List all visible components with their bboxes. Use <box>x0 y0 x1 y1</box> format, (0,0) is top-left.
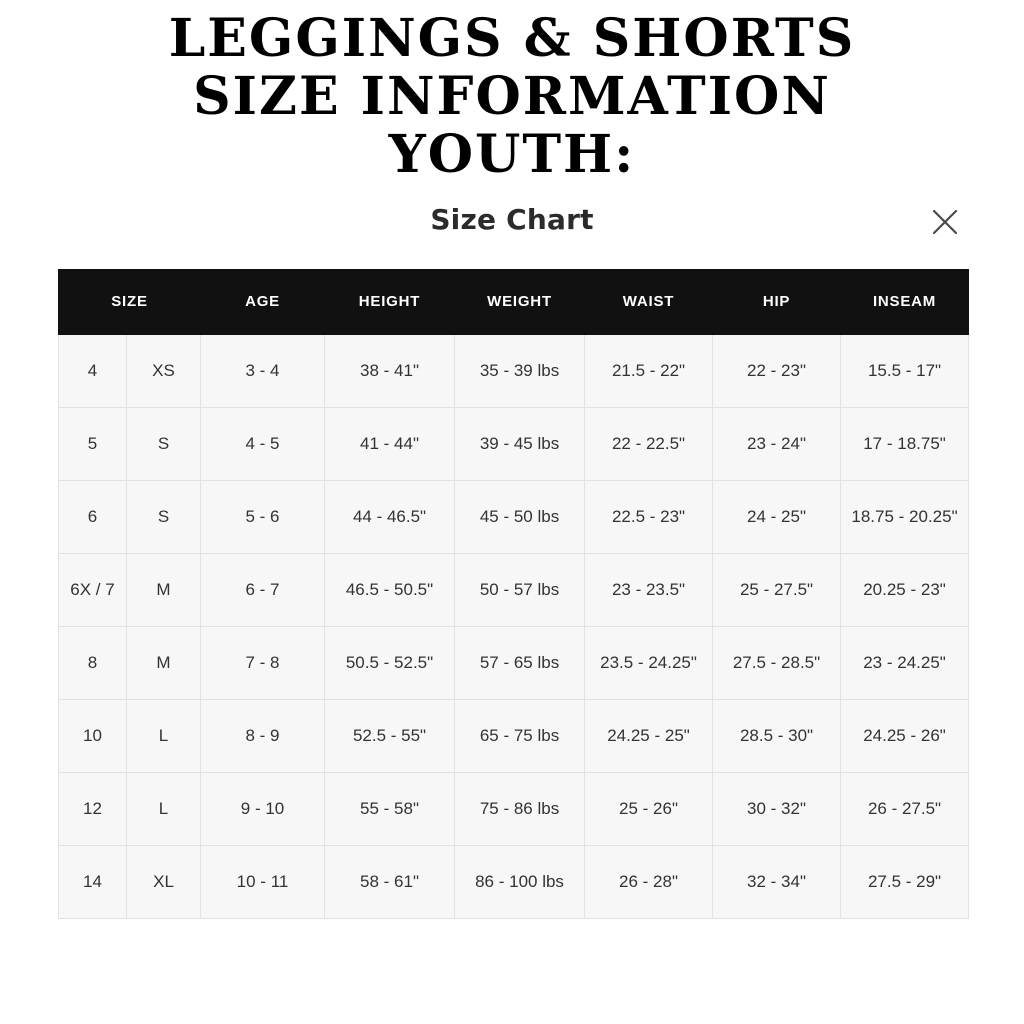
table-row <box>59 407 969 480</box>
column-header-waist: WAIST <box>585 269 713 334</box>
cell-inseam: 20.25 - 23" <box>841 553 969 626</box>
cell-size-alpha: L <box>127 772 201 845</box>
cell-inseam: 17 - 18.75" <box>841 407 969 480</box>
size-chart-table-wrapper <box>58 269 966 919</box>
cell-size-num: 14 <box>59 845 127 918</box>
cell-height: 46.5 - 50.5" <box>325 553 455 626</box>
cell-height: 55 - 58" <box>325 772 455 845</box>
cell-weight: 75 - 86 lbs <box>455 772 585 845</box>
cell-hip: 28.5 - 30" <box>713 699 841 772</box>
cell-height: 41 - 44" <box>325 407 455 480</box>
cell-inseam: 23 - 24.25" <box>841 626 969 699</box>
cell-size-num: 5 <box>59 407 127 480</box>
size-chart-header <box>0 203 1024 255</box>
table-row <box>59 334 969 407</box>
column-header-hip: HIP <box>713 269 841 334</box>
table-row <box>59 626 969 699</box>
cell-age: 9 - 10 <box>201 772 325 845</box>
cell-size-num: 4 <box>59 334 127 407</box>
cell-hip: 22 - 23" <box>713 334 841 407</box>
size-chart-title: Size Chart <box>430 202 594 236</box>
cell-hip: 27.5 - 28.5" <box>713 626 841 699</box>
cell-inseam: 27.5 - 29" <box>841 845 969 918</box>
table-row <box>59 480 969 553</box>
cell-hip: 25 - 27.5" <box>713 553 841 626</box>
table-row <box>59 845 969 918</box>
cell-age: 6 - 7 <box>201 553 325 626</box>
cell-waist: 21.5 - 22" <box>585 334 713 407</box>
cell-waist: 26 - 28" <box>585 845 713 918</box>
cell-size-alpha: XS <box>127 334 201 407</box>
cell-size-alpha: S <box>127 407 201 480</box>
cell-age: 8 - 9 <box>201 699 325 772</box>
cell-weight: 57 - 65 lbs <box>455 626 585 699</box>
cell-height: 38 - 41" <box>325 334 455 407</box>
cell-waist: 24.25 - 25" <box>585 699 713 772</box>
column-header-size: SIZE <box>59 269 201 334</box>
cell-age: 10 - 11 <box>201 845 325 918</box>
cell-waist: 25 - 26" <box>585 772 713 845</box>
page-title-line-2: SIZE INFORMATION <box>193 66 831 128</box>
table-row <box>59 553 969 626</box>
cell-height: 44 - 46.5" <box>325 480 455 553</box>
cell-waist: 22.5 - 23" <box>585 480 713 553</box>
cell-waist: 22 - 22.5" <box>585 407 713 480</box>
cell-age: 3 - 4 <box>201 334 325 407</box>
cell-size-alpha: S <box>127 480 201 553</box>
table-header-row <box>59 269 969 334</box>
cell-size-num: 10 <box>59 699 127 772</box>
column-header-age: AGE <box>201 269 325 334</box>
cell-waist: 23 - 23.5" <box>585 553 713 626</box>
cell-height: 58 - 61" <box>325 845 455 918</box>
cell-age: 4 - 5 <box>201 407 325 480</box>
cell-weight: 86 - 100 lbs <box>455 845 585 918</box>
cell-hip: 30 - 32" <box>713 772 841 845</box>
column-header-height: HEIGHT <box>325 269 455 334</box>
cell-size-alpha: XL <box>127 845 201 918</box>
cell-inseam: 18.75 - 20.25" <box>841 480 969 553</box>
close-icon[interactable] <box>928 205 962 239</box>
cell-size-alpha: M <box>127 626 201 699</box>
cell-size-num: 8 <box>59 626 127 699</box>
column-header-weight: WEIGHT <box>455 269 585 334</box>
page-title-line-3: YOUTH: <box>388 124 636 186</box>
cell-inseam: 24.25 - 26" <box>841 699 969 772</box>
cell-inseam: 26 - 27.5" <box>841 772 969 845</box>
cell-waist: 23.5 - 24.25" <box>585 626 713 699</box>
cell-size-alpha: M <box>127 553 201 626</box>
cell-size-num: 12 <box>59 772 127 845</box>
cell-weight: 50 - 57 lbs <box>455 553 585 626</box>
cell-hip: 24 - 25" <box>713 480 841 553</box>
cell-weight: 39 - 45 lbs <box>455 407 585 480</box>
cell-weight: 35 - 39 lbs <box>455 334 585 407</box>
table-row <box>59 772 969 845</box>
cell-age: 7 - 8 <box>201 626 325 699</box>
cell-hip: 32 - 34" <box>713 845 841 918</box>
page-title <box>0 0 1024 185</box>
table-row <box>59 699 969 772</box>
cell-weight: 45 - 50 lbs <box>455 480 585 553</box>
cell-size-num: 6X / 7 <box>59 553 127 626</box>
size-chart-table <box>58 269 969 919</box>
cell-inseam: 15.5 - 17" <box>841 334 969 407</box>
cell-height: 50.5 - 52.5" <box>325 626 455 699</box>
cell-age: 5 - 6 <box>201 480 325 553</box>
cell-size-num: 6 <box>59 480 127 553</box>
cell-hip: 23 - 24" <box>713 407 841 480</box>
cell-weight: 65 - 75 lbs <box>455 699 585 772</box>
page-title-line-1: LEGGINGS & SHORTS <box>168 8 856 69</box>
cell-size-alpha: L <box>127 699 201 772</box>
cell-height: 52.5 - 55" <box>325 699 455 772</box>
column-header-inseam: INSEAM <box>841 269 969 334</box>
